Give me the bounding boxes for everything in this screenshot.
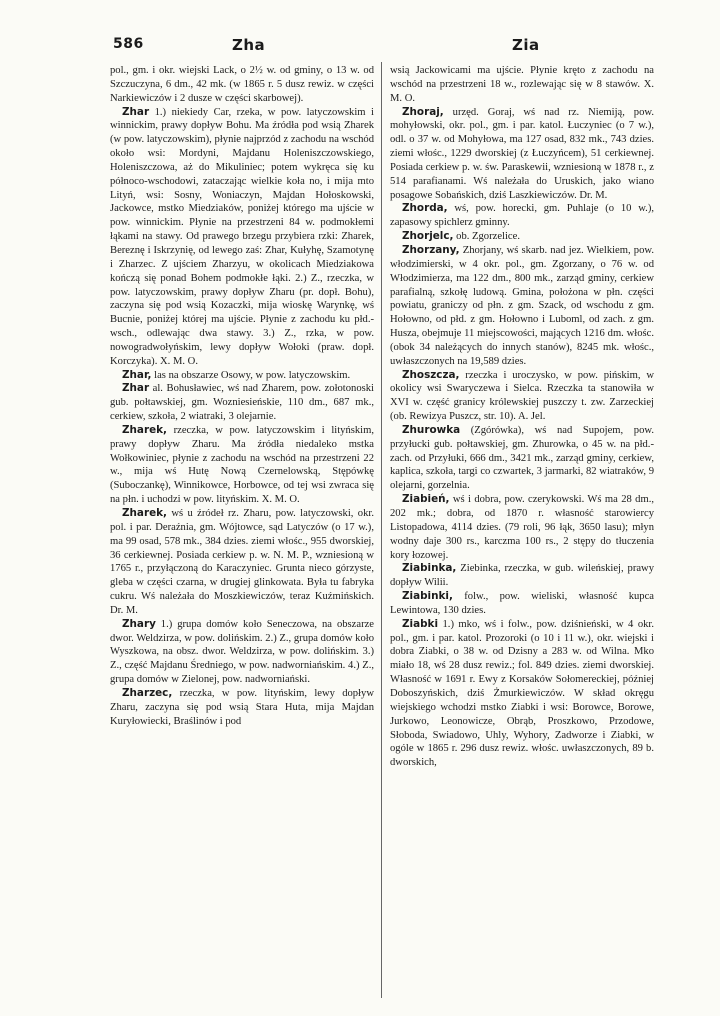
dictionary-entry bbox=[390, 106, 654, 203]
entry-headword: Zhoszcza, bbox=[402, 368, 460, 381]
dictionary-entry bbox=[390, 244, 654, 369]
entry-text: wś, pow. horecki, gm. Puhlaje (o 10 w.), zapasowy spichlerz gminny. bbox=[390, 203, 654, 229]
entry-text: rzeczka, w pow. latyczowskim i lityńskim, prawy dopływ Zharu. Ma źródła niedaleko mstka Wołkowiniec, płynie z zachodu na wschód na przestrzeni 22 w., mija wś Hutę Nową Czernelowską, Stępówkę (Suboczankę), Winnikowce, Horbowce, od tej wsi zwraca się na płn. i uchodzi w pow. lityńskim. X. M. O. bbox=[110, 424, 374, 506]
right-text-column bbox=[390, 64, 654, 770]
dictionary-entry bbox=[390, 562, 654, 590]
entry-text: las na obszarze Osowy, w pow. latyczowskim. bbox=[154, 369, 351, 381]
dictionary-entry bbox=[390, 590, 654, 618]
entry-text: wś u źródeł rz. Zharu, pow. latyczowski, okr. pol. i par. Deraźnia, gm. Wójtowce, sąd Latyczów (o 17 w.), ma 99 osad, 578 mk., 384 dzies. ziemi włośc., 955 dworskiej, 36 cerkiewnej. Posiada cerkiew p. w. N. M. P., wzniesioną w 1765 r., przyłączoną do Karaczyniec. Grunta nieco górzyste, gleba w części czarna, w drugiej glinkowata. Była tu fabryka cukru. Wś należała do Moszkiewiczów, teraz Kuźmińskich. Dr. M. bbox=[110, 508, 374, 616]
dictionary-entry bbox=[110, 424, 374, 507]
column-divider bbox=[381, 62, 382, 998]
dictionary-entry bbox=[110, 382, 374, 424]
page-number: 586 bbox=[113, 36, 144, 52]
entry-headword: Ziabki bbox=[402, 617, 439, 630]
entry-headword: Ziabinka, bbox=[402, 562, 457, 575]
entry-text: Ziebinka, rzeczka, w gub. wileńskiej, prawy dopływ Wilii. bbox=[390, 563, 654, 589]
dictionary-entry bbox=[110, 687, 374, 729]
entry-headword: Zhorzany, bbox=[402, 243, 460, 256]
left-text-column bbox=[110, 64, 374, 729]
entry-text: Zhorjany, wś skarb. nad jez. Wielkiem, pow. włodzimierski, w 4 okr. pol., gm. Zgorzany, o 76 w. od Włodzimierza, ma 122 dm., 800 mk., zarząd gminy, cerkiew parafialną, szkołę ludową. Gmina, położona w płn. części powiatu, graniczy od płn. z gm. Szack, od wschodu z gm. Hołowno, od płd. z gm. Hołowno i Luboml, od zach. z gm. Husza, obejmuje 11 miejscowości, mających 1216 dm. włośc. (obok 34 należących do innych stanów), 8245 mk. włośc., uwłaszczonych na 19,589 dzies. bbox=[390, 244, 654, 367]
entry-text: 1.) mko, wś i folw., pow. dziśnieński, w 4 okr. pol., gm. i par. katol. Prozoroki (o 10 i 11 w.), okr. wiejski i dobra Ziabki, o 38 w. od Dzisny a 283 w. od Wilna. Mko miało 18, wś 28 dusz rewiz.; fol. 849 dzies. ziemi dworskiej. Własność w 1691 r. Ewy z Korsaków Sołomereckiej, później Doboszyńskich, dziś Żmurkiewiczów. W skład okręgu wiejskiego wchodzi mstko Ziabki i wsi: Borowce, Borowe, Jurkowo, Leonowicze, Obrąb, Proszkowo, Przodowe, Słoboda, Swiadowo, Uhly, Wyhory, Zadworze i Ziabki, w ogóle w 1865 r. 296 dusz rewiz. włośc. uwłaszczonych, 89 b. dworskich, bbox=[390, 618, 654, 769]
entry-headword: Zhorjelc, bbox=[402, 230, 454, 243]
entry-text: wś i dobra, pow. czerykowski. Wś ma 28 dm., 202 mk.; dobra, od 1870 r. własność starowiercy Listopadowa, 4114 dzies. (79 roli, 96 łąk, 3650 lasu); młyn wodny daje 300 rs., karczma 100 rs., 2 stępy do tłuczenia kory łozowej. bbox=[390, 494, 654, 561]
entry-headword: Zhary bbox=[122, 617, 156, 630]
entry-headword: Ziabień, bbox=[402, 493, 450, 506]
dictionary-entry bbox=[390, 369, 654, 424]
entry-headword: Zharek, bbox=[122, 507, 167, 519]
entry-text: wsią Jackowicami ma ujście. Płynie kręto z zachodu na wschód na przestrzeni 18 w., rozlewając się w 8 stawów. X. M. O. bbox=[390, 65, 654, 104]
entry-text: urzęd. Goraj, wś nad rz. Niemiją, pow. mohyłowski, okr. pol., gm. i par. katol. Łuczyniec (o 7 w.), odl. o 37 w. od Mohyłowa, ma 127 osad, 832 mk., 743 dzies. ziemi włośc., 1229 dworskiej (z Łuczyńcem), 51 cerkiewnej. Posiada cerkiew p. w. św. Paraskewii, wzniesioną w 1878 r., z 514 parafianami. Wś należała do Uruskich, jako wiano posagowe Sobańskich, dziś Laszkiewiczów. Dr. M. bbox=[390, 106, 654, 201]
entry-text: (Zgórówka), wś nad Supojem, pow. przyłucki gub. połtawskiej, gm. Zhurowka, o 45 w. na płd.-zach. od Przyłuki, 666 dm., 3421 mk., zarząd gminy, cerkiew, kaplica, szkoła, targi co czwartek, 3 jarmarki, 82 wiatraków, 9 olejarni, gorzelnia. bbox=[390, 424, 654, 492]
entry-headword: Ziabinki, bbox=[402, 590, 453, 603]
entry-text: 1.) niekiedy Car, rzeka, w pow. latyczowskim i winnickim, prawy dopływ Bohu. Ma źródła pod wsią Zharek (w pow. latyczowskim), płynie najprzód z zachodu na wschód około wsi: Mordyni, Majdanu Holeniszczowskiego, Holeniszczowa, aż do Mikuliniec; potem wykręca się ku północo-wschodowi, zataczając wielkie koła no, i mija mto Lityń, wsi: Sosny, Woniaczyn, Majdan Hołoskowski, Jackowce, mstko Miedziaków, poniżej którego ma ujście w pow. winnickim. Płynie na przestrzeni 84 w. podmokłemi łąkami na stawy. Od prawego brzegu przybiera rzki: Zharek, Bereznę i Iskrzynię, od lewego zaś: Zhar, Kułyhę, Szamotynę i Zharzec. Z ujściem Zharzyu, w okolicach Miedziakowa kończą się ponad Bohem podmokłe łąki. 2.) Z., rzeczka, w pow. latyczowskim, prawy dopływ Zharu (pr. dopł. Bohu), zaczyna się pod wsią Kozaczki, mija wioskę Warynkę, wś Bucnie, poniżej której ma ujście. Płynie z zachodu ku płd.-wsch., odlewając dwa stawy. 3.) Z., rzka, w pow. nowogradwołyńskim, lewy dopływ Wołoki (praw. dopł. Korczyka). X. M. O. bbox=[110, 106, 374, 367]
dictionary-entry bbox=[390, 618, 654, 770]
entry-text: rzeczka, w pow. lityńskim, lewy dopływ Zharu, zaczyna się pod wsią Stara Huta, mija Majdan Kuryłowiecki, Braślinów i pod bbox=[110, 687, 374, 727]
dictionary-entry bbox=[110, 507, 374, 618]
entry-text: rzeczka i uroczysko, w pow. pińskim, w okolicy wsi Swaryczewa i Sielca. Rzeczka ta stanowiła w XVI w. część granicy królewskiej puszczy t. zw. Zarzeckiej (ob. Rewizya Puszcz, str. 10). A. Jel. bbox=[390, 369, 654, 423]
right-running-head: Zia bbox=[512, 36, 540, 54]
entry-headword: Zhar bbox=[122, 382, 150, 395]
dictionary-entry bbox=[390, 493, 654, 562]
entry-headword: Zhurowka bbox=[402, 423, 461, 436]
dictionary-entry bbox=[390, 64, 654, 106]
entry-text: pol., gm. i okr. wiejski Lack, o 2½ w. od gminy, o 13 w. od Szczuczyna, 6 dm., 42 mk. (w 1865 r. 5 dusz rewiz. w części Narkiewiczów i 2 dusze w części skarbowej). bbox=[110, 65, 374, 104]
entry-headword: Zhoraj, bbox=[402, 105, 444, 118]
entry-headword: Zhar bbox=[122, 105, 150, 118]
entry-headword: Zharzec, bbox=[122, 686, 173, 699]
dictionary-entry bbox=[110, 618, 374, 687]
entry-headword: Zhar, bbox=[122, 368, 152, 381]
dictionary-entry bbox=[390, 424, 654, 493]
entry-text: al. Bohusławiec, wś nad Zharem, pow. zołotonoski gub. połtawskiej, gm. Wozniesieńskie, 110 dm., 687 mk., cerkiew, szkoła, 2 wiatraki, 3 olejarnie. bbox=[110, 383, 374, 423]
entry-headword: Zharek, bbox=[122, 423, 167, 436]
dictionary-entry bbox=[110, 64, 374, 106]
entry-text: 1.) grupa domów koło Seneczowa, na obszarze dwor. Weldzirza, w pow. dolińskim. 2.) Z., grupa domów koło Wyszkowa, na obsz. dwor. Weldzirza, w pow. dolińskim. 3.) Z., część Majdanu Średniego, w pow. nadworniańskim. 4.) Z., grupa domów w Zielonej, pow. nadworniański. bbox=[110, 618, 374, 686]
dictionary-entry bbox=[390, 202, 654, 230]
entry-text: folw., pow. wieliski, własność kupca Lewintowa, 130 dzies. bbox=[390, 591, 655, 616]
entry-headword: Zhorda, bbox=[402, 202, 448, 215]
entry-text: ob. Zgorzelice. bbox=[456, 231, 520, 243]
dictionary-entry bbox=[110, 369, 374, 383]
left-running-head: Zha bbox=[232, 36, 266, 54]
dictionary-entry bbox=[390, 230, 654, 244]
dictionary-entry bbox=[110, 106, 374, 369]
